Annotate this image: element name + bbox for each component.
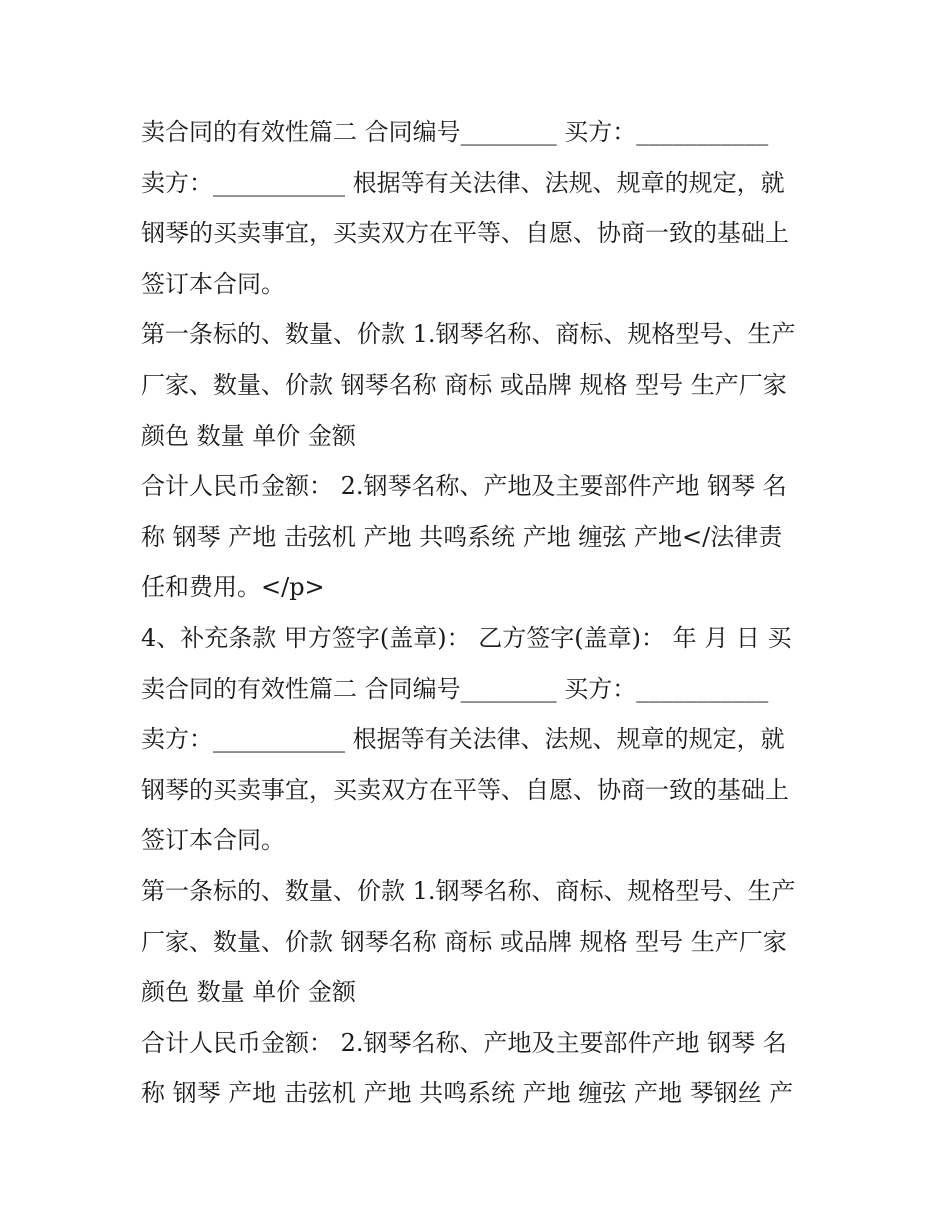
document-body <box>141 107 821 1119</box>
text-line: 称 钢琴 产地 击弦机 产地 共鸣系统 产地 缠弦 产地 琴钢丝 产 <box>141 1079 794 1108</box>
text-line: 卖方：___________ 根据等有关法律、法规、规章的规定，就 <box>141 168 785 197</box>
text-line: 签订本合同。 <box>141 269 285 298</box>
text-line: 颜色 数量 单价 金额 <box>141 421 356 450</box>
text-line: 颜色 数量 单价 金额 <box>141 978 356 1007</box>
text-line: 第一条标的、数量、价款 1.钢琴名称、商标、规格型号、生产 <box>141 876 796 905</box>
text-line: 4、补充条款 甲方签字(盖章)： 乙方签字(盖章)： 年 月 日 买 <box>141 623 792 652</box>
text-line: 卖合同的有效性篇二 合同编号________ 买方：___________ <box>141 674 769 703</box>
text-line: 签订本合同。 <box>141 826 285 855</box>
text-line: 钢琴的买卖事宜，买卖双方在平等、自愿、协商一致的基础上 <box>141 219 789 248</box>
text-line: 合计人民币金额： 2.钢琴名称、产地及主要部件产地 钢琴 名 <box>141 472 787 501</box>
text-line: 合计人民币金额： 2.钢琴名称、产地及主要部件产地 钢琴 名 <box>141 1028 787 1057</box>
text-line: 第一条标的、数量、价款 1.钢琴名称、商标、规格型号、生产 <box>141 320 796 349</box>
text-line: 厂家、数量、价款 钢琴名称 商标 或品牌 规格 型号 生产厂家 <box>141 927 787 956</box>
text-line: 钢琴的买卖事宜，买卖双方在平等、自愿、协商一致的基础上 <box>141 775 789 804</box>
text-line: 卖方：___________ 根据等有关法律、法规、规章的规定，就 <box>141 725 785 754</box>
text-line: 称 钢琴 产地 击弦机 产地 共鸣系统 产地 缠弦 产地</法律责 <box>141 522 783 551</box>
text-line: 厂家、数量、价款 钢琴名称 商标 或品牌 规格 型号 生产厂家 <box>141 370 787 399</box>
text-line: 任和费用。</p> <box>141 573 325 602</box>
text-line: 卖合同的有效性篇二 合同编号________ 买方：___________ <box>141 118 769 146</box>
